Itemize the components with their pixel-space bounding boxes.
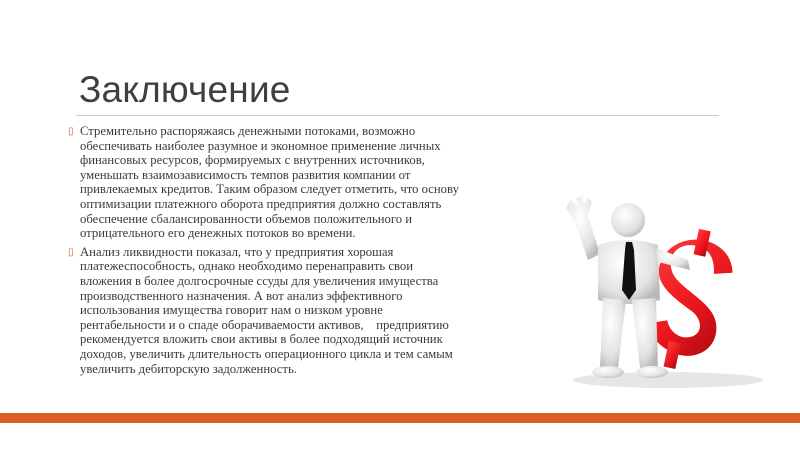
right-foot (636, 366, 668, 378)
accent-bar (0, 413, 800, 423)
text-line: производственного назначения. А вот анализ эффективного (80, 288, 403, 303)
footer-area (0, 423, 800, 450)
text-line: обеспечивать наиболее разумное и экономное применение личных (80, 138, 441, 153)
left-foot (592, 366, 624, 378)
bullet-icon: ▯ (68, 246, 74, 258)
text-line: уменьшать взаимозависимость темпов развития компании от (80, 167, 411, 182)
text-line: Стремительно распоряжаясь денежными потоками, возможно (80, 124, 416, 138)
businessman-with-dollar-sign-icon (548, 190, 778, 390)
paragraph-cash-flow (68, 124, 588, 241)
left-leg (600, 298, 626, 368)
text-line: привлекаемых кредитов. Таким образом следует отметить, что основу (80, 182, 459, 197)
text-line: Анализ ликвидности показал, что у предприятия хорошая (80, 244, 394, 259)
slide-body (68, 124, 588, 380)
text-line: отрицательного его денежных потоков во времени. (80, 226, 356, 241)
text-line: вложения в более долгосрочные ссуды для увеличения имущества (80, 273, 439, 288)
bullet-icon: ▯ (68, 126, 74, 137)
raised-arm (566, 196, 600, 260)
text-line: увеличить дебиторскую задолженность. (80, 361, 297, 376)
text-line: рекомендуется вложить свои активы в более подходящий источник (80, 332, 443, 347)
title-divider (76, 115, 719, 116)
text-line: доходов, увеличить длительность операционного цикла и тем самым (80, 346, 453, 361)
text-line: обеспечение сбалансированности объемов положительного и (80, 211, 413, 226)
text-line: оптимизации платежного оборота предприятия должно составлять (80, 196, 442, 211)
text-line: платежеспособность, однако необходимо перенаправить свои (80, 259, 414, 274)
paragraph-liquidity (68, 245, 588, 376)
slide-title: Заключение (79, 69, 291, 110)
text-line: финансовых ресурсов, формируемых с внутренних источников, (80, 153, 425, 168)
text-line: рентабельности и о спаде оборачиваемости активов, предприятию (80, 317, 449, 332)
head (611, 203, 645, 237)
right-leg (632, 298, 658, 368)
text-line: использования имущества говорит нам о низком уровне (80, 303, 383, 318)
